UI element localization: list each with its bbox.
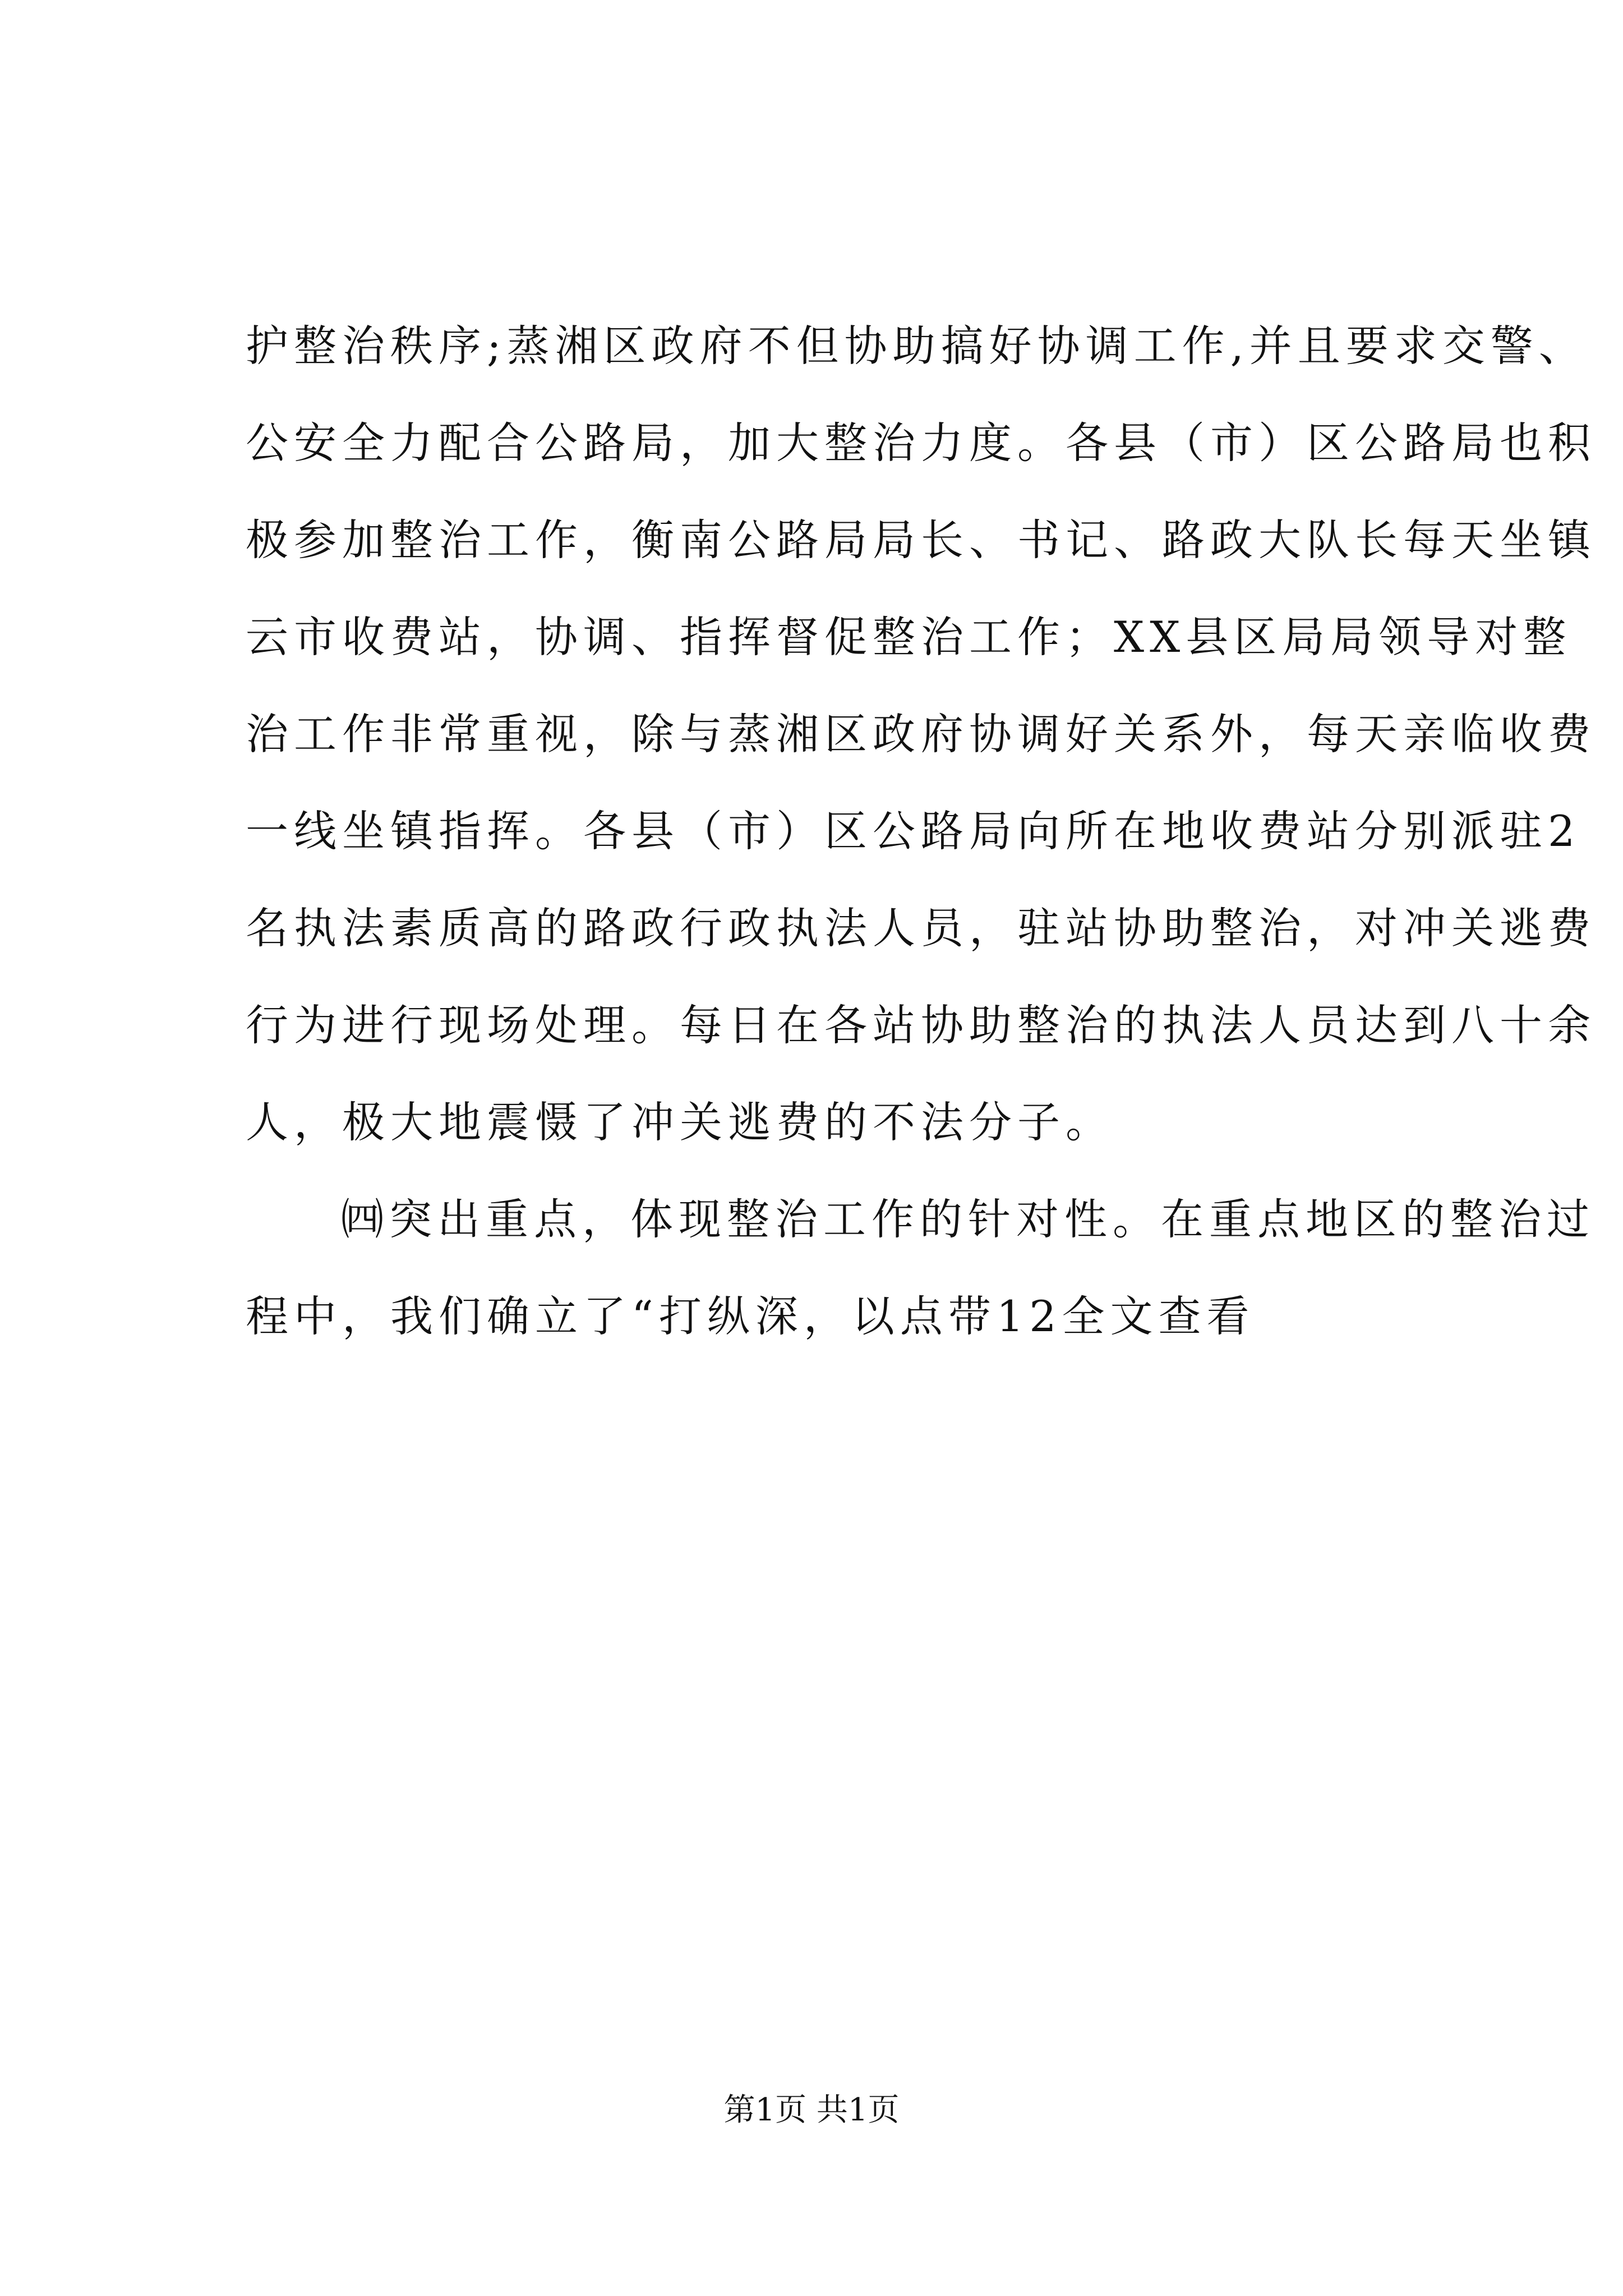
page-footer: 第1页 共1页	[723, 2092, 900, 2128]
paragraph-line: 程中，我们确立了“打纵深，以点带12全文查看	[246, 1291, 1255, 1341]
paragraph-line: 极参加整治工作，衡南公路局局长、书记、路政大队长每天坐镇	[246, 515, 1596, 565]
paragraph-line-indented: ㈣突出重点，体现整治工作的针对性。在重点地区的整治过	[341, 1194, 1595, 1244]
paragraph-line: 行为进行现场处理。每日在各站协助整治的执法人员达到八十余	[246, 1000, 1596, 1050]
paragraph-line: 名执法素质高的路政行政执法人员，驻站协助整治，对冲关逃费	[246, 903, 1596, 953]
paragraph-line: 人，极大地震慑了冲关逃费的不法分子。	[246, 1097, 1114, 1147]
paragraph-line: 公安全力配合公路局，加大整治力度。各县（市）区公路局也积	[246, 418, 1596, 468]
paragraph-line: 云市收费站，协调、指挥督促整治工作；XX县区局局领导对整	[246, 612, 1572, 662]
paragraph-line: 治工作非常重视，除与蒸湘区政府协调好关系外，每天亲临收费	[246, 709, 1596, 759]
paragraph-line: 一线坐镇指挥。各县（市）区公路局向所在地收费站分别派驻2	[246, 806, 1581, 856]
body-text	[246, 297, 1596, 1365]
paragraph-line: 护整治秩序;蒸湘区政府不但协助搞好协调工作,并且要求交警、	[246, 321, 1587, 371]
